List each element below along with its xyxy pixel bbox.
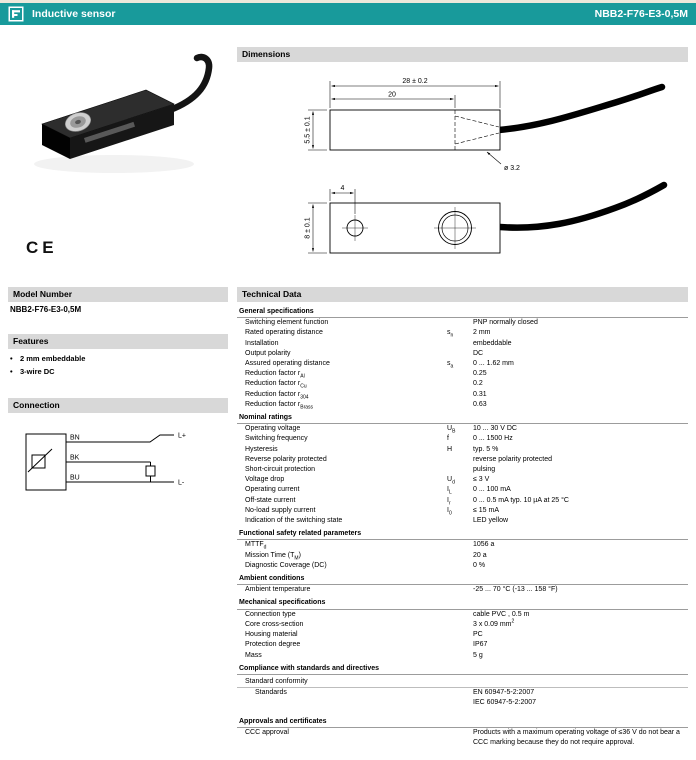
header-model-number: NBB2-F76-E3-0,5M bbox=[594, 8, 688, 20]
row-label: Standard conformity bbox=[245, 677, 308, 685]
cable-face-view bbox=[500, 185, 664, 228]
row-value: Products with a maximum operating voltage of ≤36 V do not bear a CCC marking because they do not require approval. bbox=[473, 728, 680, 746]
table-row bbox=[237, 585, 688, 595]
row-label: Reverse polarity protected bbox=[245, 455, 327, 463]
table-section-header: Approvals and certificates bbox=[237, 717, 688, 728]
row-label: Off-state current bbox=[245, 496, 296, 504]
row-value: 10 ... 30 V DC bbox=[473, 425, 517, 433]
row-value: 0 ... 100 mA bbox=[473, 486, 511, 494]
row-label: Ambient temperature bbox=[245, 586, 311, 594]
row-value: -25 ... 70 °C (-13 ... 158 °F) bbox=[473, 586, 558, 594]
sensor-body bbox=[42, 90, 174, 159]
row-value: 0 ... 1500 Hz bbox=[473, 435, 513, 443]
table-section-header: Nominal ratings bbox=[237, 413, 688, 424]
section-title: Connection bbox=[13, 400, 60, 410]
row-label: Reduction factor $r_{Cu}$ bbox=[245, 380, 307, 390]
row-value: ≤ 15 mA bbox=[473, 506, 500, 514]
table-section-header: General specifications bbox=[237, 307, 688, 318]
row-value: reverse polarity protected bbox=[473, 455, 552, 463]
section-bar-technical-data bbox=[237, 287, 688, 302]
row-value: PNP normally closed bbox=[473, 319, 538, 327]
row-symbol: $I_r$ bbox=[447, 496, 451, 507]
row-symbol: $U_B$ bbox=[447, 425, 456, 435]
row-label: Housing material bbox=[245, 631, 298, 639]
feature-item bbox=[10, 365, 226, 378]
section-bar-features bbox=[8, 334, 228, 349]
header-product-type: Inductive sensor bbox=[32, 8, 116, 20]
brand-logo-icon bbox=[8, 6, 24, 22]
table-row bbox=[237, 728, 688, 748]
dim-length-total: 28 ± 0.2 bbox=[402, 78, 428, 85]
feature-text: 3-wire DC bbox=[20, 367, 55, 376]
row-value: cable PVC , 0.5 m bbox=[473, 610, 530, 618]
row-value: 0 ... 0.5 mA typ. 10 µA at 25 °C bbox=[473, 496, 569, 504]
dimension-top-view bbox=[305, 78, 663, 172]
table-section-header: Compliance with standards and directives bbox=[237, 664, 688, 675]
row-label: Connection type bbox=[245, 610, 296, 618]
section-title: Technical Data bbox=[242, 289, 302, 299]
product-photo bbox=[14, 46, 224, 221]
table-row bbox=[237, 445, 688, 455]
wire-bn bbox=[66, 435, 174, 442]
row-value: LED yellow bbox=[473, 517, 509, 525]
table-row bbox=[237, 640, 688, 650]
connection-diagram bbox=[12, 424, 227, 504]
row-value: 5 g bbox=[473, 651, 483, 659]
row-label: Output polarity bbox=[245, 349, 291, 357]
table-row bbox=[237, 400, 688, 410]
photo-shadow bbox=[34, 155, 194, 173]
row-value: 0 ... 1.62 mm bbox=[473, 360, 514, 368]
row-label: Operating current bbox=[245, 486, 300, 494]
dimension-bottom-view bbox=[305, 185, 665, 253]
row-label: Reduction factor $r_{304}$ bbox=[245, 390, 309, 401]
table-row bbox=[237, 434, 688, 444]
table-row bbox=[237, 369, 688, 379]
ce-mark: CE bbox=[26, 238, 58, 257]
table-row bbox=[237, 551, 688, 561]
row-label: Standards bbox=[255, 689, 287, 697]
dim-height: 5.5 ± 0.1 bbox=[304, 116, 312, 144]
table-row bbox=[237, 318, 688, 328]
row-label: Core cross-section bbox=[245, 620, 304, 628]
row-value: 0.31 bbox=[473, 390, 487, 398]
row-symbol: H bbox=[447, 445, 453, 453]
table-row bbox=[237, 349, 688, 359]
row-value: 0.25 bbox=[473, 370, 487, 378]
table-row bbox=[237, 455, 688, 465]
wire-label-bn: BN bbox=[70, 434, 80, 442]
table-row bbox=[237, 475, 688, 485]
load-symbol bbox=[146, 466, 155, 476]
sensor-cable bbox=[170, 57, 209, 110]
table-row bbox=[237, 516, 688, 526]
table-row bbox=[237, 540, 688, 550]
row-label: Reduction factor $r_{Brass}$ bbox=[245, 400, 314, 411]
terminal-label-lplus: L+ bbox=[178, 432, 186, 440]
table-row bbox=[237, 379, 688, 389]
row-value: embeddable bbox=[473, 339, 512, 347]
features-list bbox=[10, 352, 226, 378]
table-row bbox=[237, 390, 688, 400]
row-label: Mass bbox=[245, 651, 262, 659]
row-label: Reduction factor $r_{Al}$ bbox=[245, 370, 305, 380]
row-symbol: $s_a$ bbox=[447, 360, 454, 370]
row-value: 3 x 0.09 $mm^2$ bbox=[473, 618, 515, 628]
dim-length-hole: 20 bbox=[388, 91, 396, 99]
wire-label-bk: BK bbox=[70, 454, 80, 462]
row-value: 0.2 bbox=[473, 380, 483, 388]
terminal-label-lminus: L- bbox=[178, 479, 185, 487]
section-title: Model Number bbox=[13, 289, 73, 299]
table-row bbox=[237, 677, 688, 688]
bullet-icon: • bbox=[10, 367, 13, 376]
table-section-header: Mechanical specifications bbox=[237, 598, 688, 609]
row-symbol: $s_n$ bbox=[447, 329, 454, 339]
row-label: Rated operating distance bbox=[245, 329, 323, 337]
table-row bbox=[237, 620, 688, 630]
table-row bbox=[237, 496, 688, 506]
table-section-header: Ambient conditions bbox=[237, 574, 688, 585]
table-row bbox=[237, 506, 688, 516]
row-value: 20 a bbox=[473, 551, 487, 559]
table-row bbox=[237, 359, 688, 369]
row-value: 0.63 bbox=[473, 400, 487, 408]
row-value: 0 % bbox=[473, 561, 486, 569]
table-row bbox=[237, 651, 688, 661]
row-label: Hysteresis bbox=[245, 445, 278, 453]
row-symbol: $U_d$ bbox=[447, 476, 455, 486]
table-row bbox=[237, 328, 688, 338]
table-row bbox=[237, 485, 688, 495]
row-symbol: f bbox=[447, 435, 449, 443]
row-label: Short-circuit protection bbox=[245, 466, 316, 474]
section-bar-connection bbox=[8, 398, 228, 413]
technical-data-table bbox=[237, 304, 688, 748]
row-label: Mission Time $(T_M)$ bbox=[245, 551, 301, 562]
row-label: No-load supply current bbox=[245, 506, 316, 514]
row-value: PC bbox=[473, 631, 483, 639]
row-symbol: $I_0$ bbox=[447, 506, 452, 517]
table-row bbox=[237, 610, 688, 620]
row-value: IP67 bbox=[473, 641, 488, 649]
section-bar-model-number bbox=[8, 287, 228, 302]
dim-width: 8 ± 0.1 bbox=[304, 217, 312, 239]
row-value: EN 60947-5-2:2007 IEC 60947-5-2:2007 bbox=[473, 689, 537, 707]
row-label: Assured operating distance bbox=[245, 360, 330, 368]
model-number-value: NBB2-F76-E3-0,5M bbox=[10, 305, 82, 314]
cable-side-view bbox=[499, 87, 662, 130]
table-row bbox=[237, 424, 688, 434]
table-row bbox=[237, 339, 688, 349]
row-symbol: $I_L$ bbox=[447, 486, 452, 496]
row-label: Voltage drop bbox=[245, 476, 285, 484]
row-label: Switching frequency bbox=[245, 435, 308, 443]
row-label: $MTTF_d$ bbox=[245, 541, 267, 551]
row-value: ≤ 3 V bbox=[473, 476, 490, 484]
row-label: Protection degree bbox=[245, 641, 301, 649]
bullet-icon: • bbox=[10, 354, 13, 363]
row-label: Switching element function bbox=[245, 319, 329, 327]
row-value: DC bbox=[473, 349, 484, 357]
row-label: Indication of the switching state bbox=[245, 517, 343, 525]
feature-item bbox=[10, 352, 226, 365]
table-row bbox=[237, 561, 688, 571]
row-label: Diagnostic Coverage (DC) bbox=[245, 561, 327, 569]
table-section-header: Functional safety related parameters bbox=[237, 529, 688, 540]
row-value: typ. 5 % bbox=[473, 445, 499, 453]
table-row bbox=[237, 465, 688, 475]
header-bar bbox=[0, 3, 696, 25]
section-title: Features bbox=[13, 336, 49, 346]
section-title: Dimensions bbox=[242, 49, 291, 59]
dim-hole-diameter: ø 3.2 bbox=[504, 165, 520, 172]
row-label: Installation bbox=[245, 339, 279, 347]
row-label: Operating voltage bbox=[245, 425, 301, 433]
row-value: 2 mm bbox=[473, 329, 491, 337]
row-value: pulsing bbox=[473, 466, 496, 474]
feature-text: 2 mm embeddable bbox=[20, 354, 86, 363]
row-label: CCC approval bbox=[245, 728, 289, 736]
table-row bbox=[237, 630, 688, 640]
dimensions-drawing bbox=[237, 64, 688, 284]
row-value: 1056 a bbox=[473, 541, 495, 549]
wire-label-bu: BU bbox=[70, 474, 80, 482]
dim-hole-offset: 4 bbox=[340, 185, 345, 192]
section-bar-dimensions bbox=[237, 47, 688, 62]
table-row bbox=[237, 688, 688, 708]
